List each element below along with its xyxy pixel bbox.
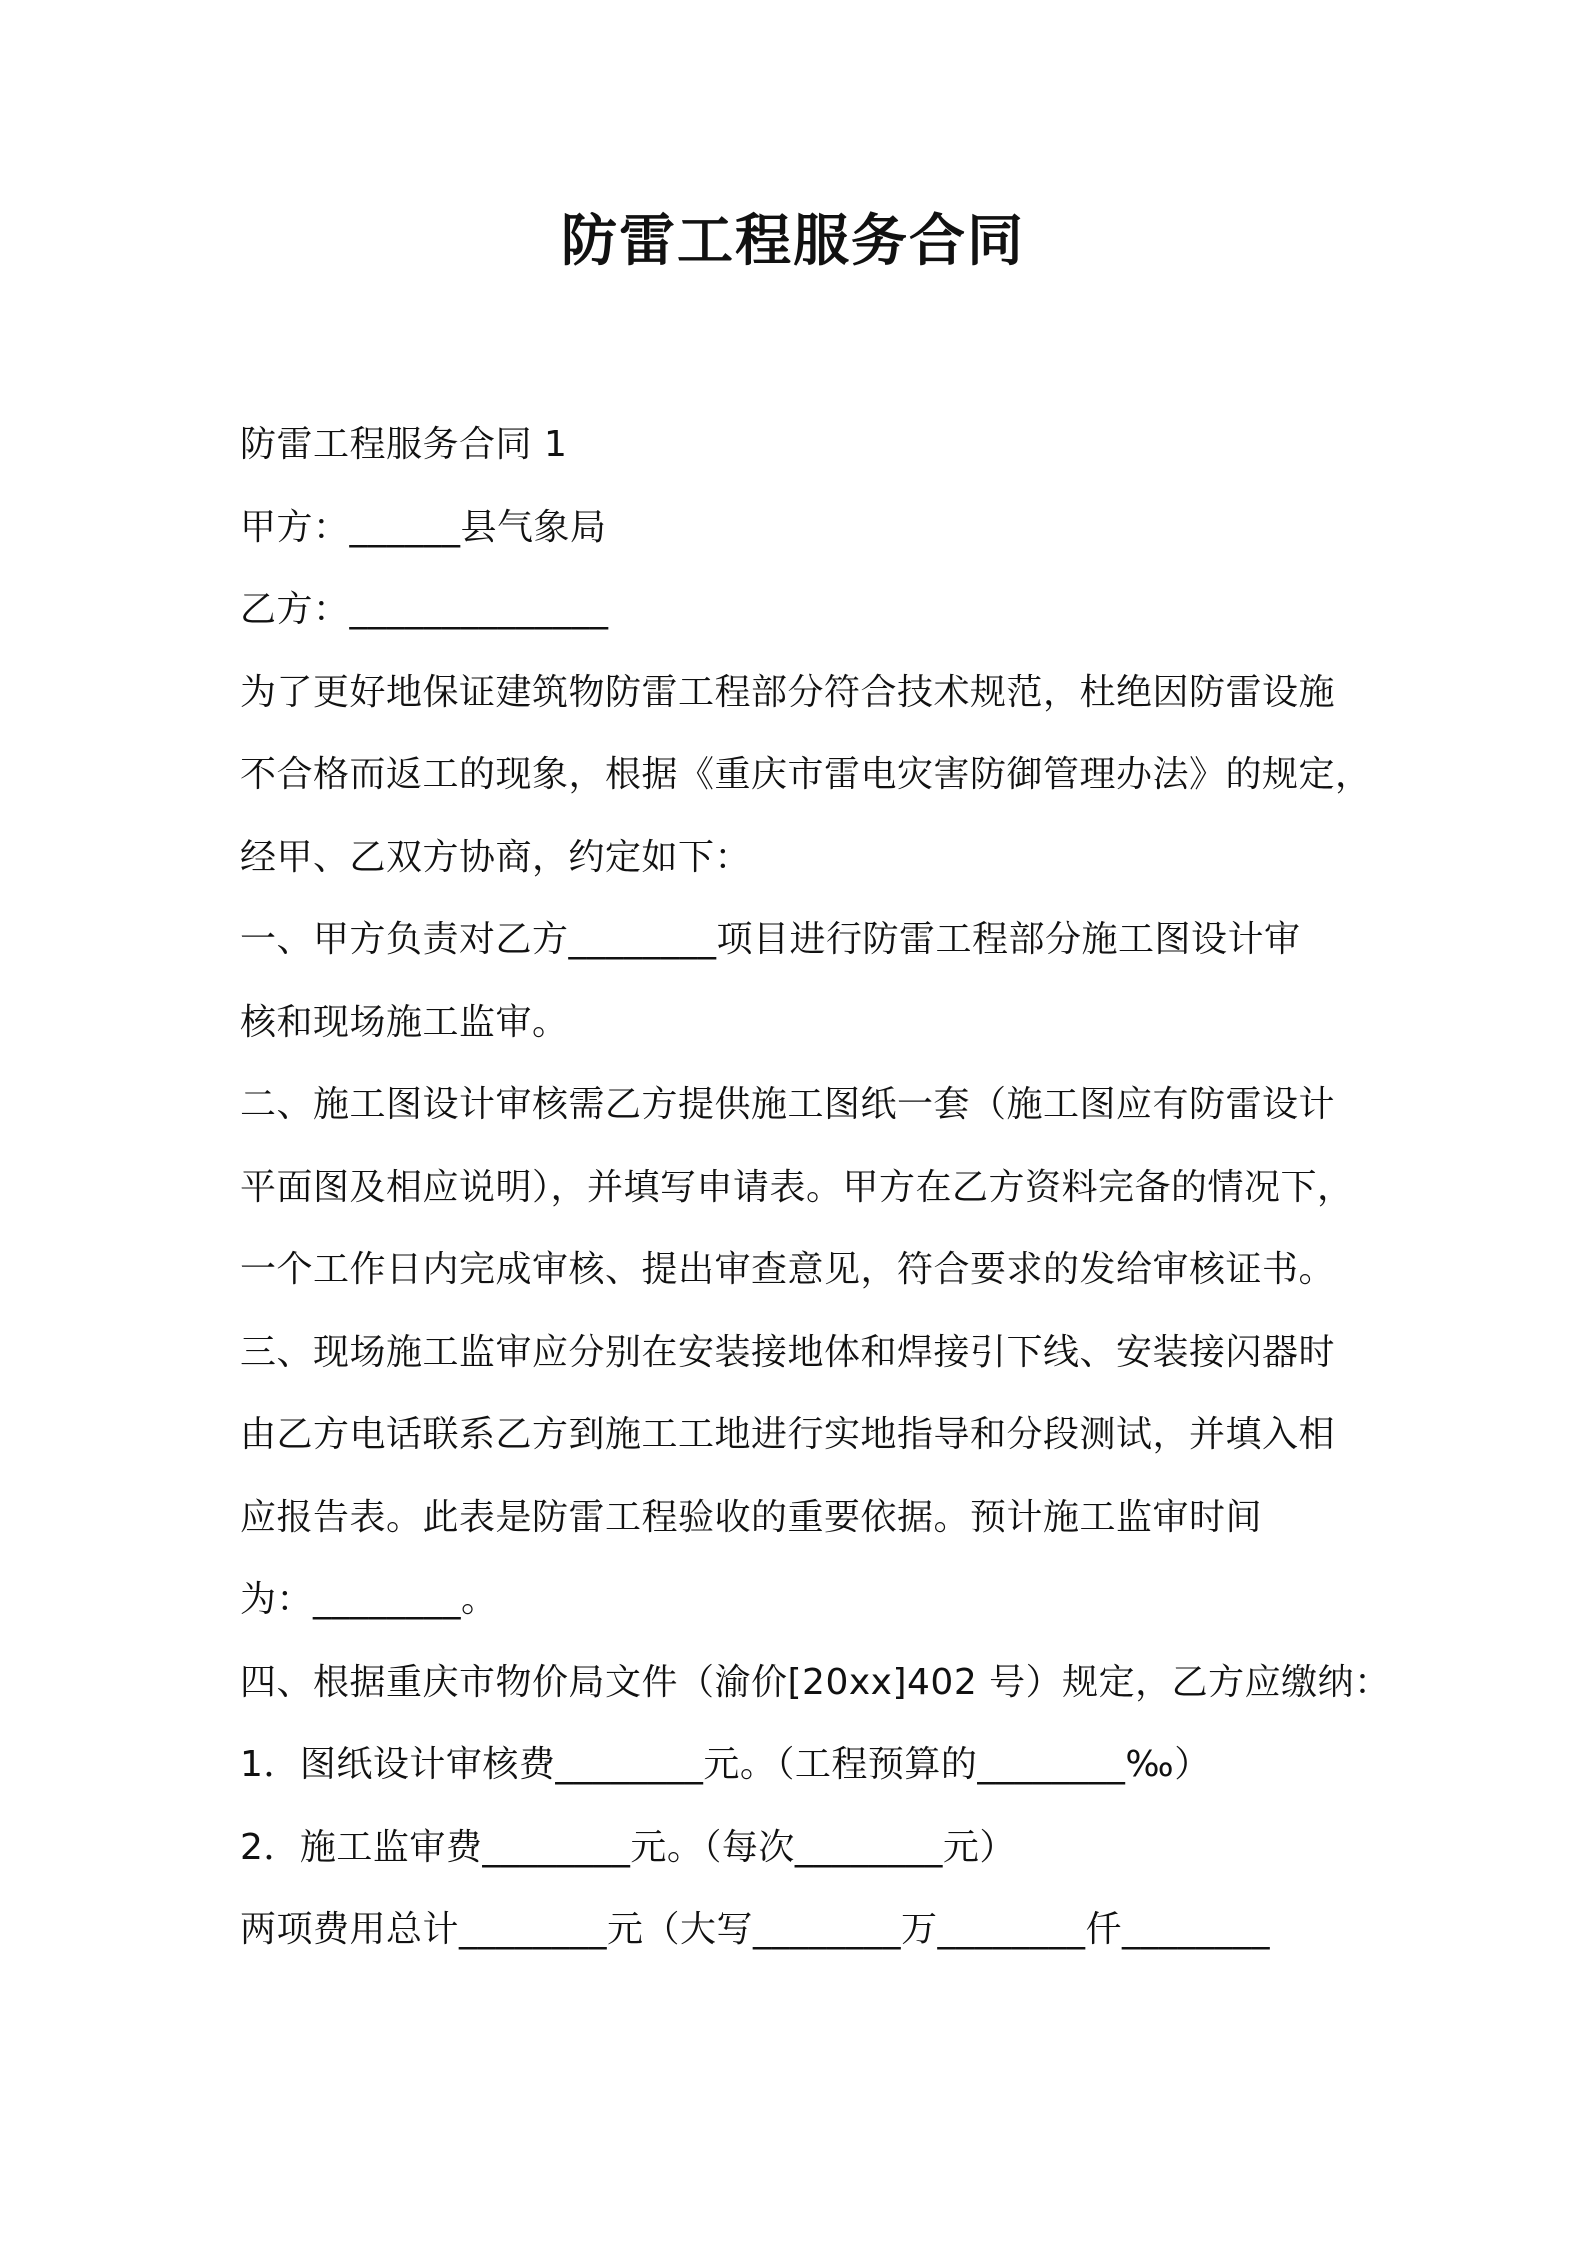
clause-3-line: 三、现场施工监审应分别在安装接地体和焊接引下线、安装接闪器时 [240,1331,1336,1373]
clause-2-line: 平面图及相应说明），并填写申请表。甲方在乙方资料完备的情况下， [240,1166,1354,1208]
clause-2-line: 二、施工图设计审核需乙方提供施工图纸一套（施工图应有防雷设计 [240,1084,1336,1125]
clause-1-line: 核和现场施工监审。 [240,1001,569,1043]
clause-1-line: 一、甲方负责对乙方________项目进行防雷工程部分施工图设计审 [240,919,1301,960]
party-a-line: 甲方：______县气象局 [240,506,607,548]
clause-3-line: 由乙方电话联系乙方到施工工地进行实地指导和分段测试，并填入相 [240,1414,1336,1455]
clause-4-line: 四、根据重庆市物价局文件（渝价[20xx]402 号）规定，乙方应缴纳： [240,1661,1391,1703]
preamble-line: 不合格而返工的现象，根据《重庆市雷电灾害防御管理办法》的规定， [240,754,1372,795]
fee-item-1: 1．图纸设计审核费________元。（工程预算的________‰） [240,1744,1211,1785]
contract-heading: 防雷工程服务合同 1 [240,424,568,465]
fee-total-line: 两项费用总计________元（大写________万________仟________ [240,1909,1271,1950]
preamble-line: 经甲、乙双方协商，约定如下： [240,836,752,878]
party-b-line: 乙方：______________ [240,589,609,630]
clause-3-line: 为：________。 [240,1579,498,1620]
fee-item-2: 2．施工监审费________元。（每次________元） [240,1826,1016,1868]
document-body [240,404,1391,1972]
clause-2-line: 一个工作日内完成审核、提出审查意见，符合要求的发给审核证书。 [240,1249,1336,1290]
document-title: 防雷工程服务合同 [561,209,1025,274]
preamble-line: 为了更好地保证建筑物防雷工程部分符合技术规范，杜绝因防雷设施 [240,671,1336,713]
clause-3-line: 应报告表。此表是防雷工程验收的重要依据。预计施工监审时间 [240,1496,1263,1538]
